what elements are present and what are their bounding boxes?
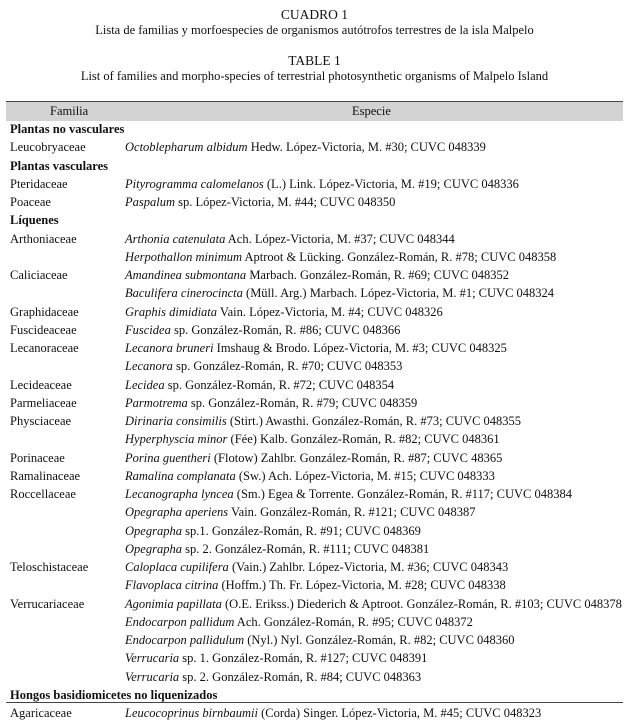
species-name: Herpothallon minimum: [125, 249, 243, 264]
species-name: Flavoplaca citrina: [125, 578, 219, 593]
species-name: Fuscidea: [125, 322, 171, 337]
table-row: [0, 303, 629, 321]
species-cell: [125, 396, 417, 411]
table-row: [0, 412, 629, 430]
table-row: [0, 248, 629, 266]
species-authority: Marbach. González-Román, R. #69; CUVC 048352: [246, 268, 509, 282]
species-name: Porina guentheri: [125, 450, 211, 465]
family-cell: Ramalinaceae: [10, 468, 81, 483]
table-row: [0, 704, 629, 722]
species-name: Endocarpon pallidum: [125, 614, 235, 629]
table-row: [0, 193, 629, 211]
species-cell: [125, 323, 400, 338]
species-cell: [125, 597, 622, 612]
species-authority: (Sm.) Egea & Torrente. González-Román, R. #117; CUVC 048384: [233, 487, 572, 501]
family-cell: Porinaceae: [10, 450, 65, 465]
species-authority: sp. González-Román, R. #70; CUVC 048353: [172, 359, 403, 374]
species-name: Lecanora bruneri: [125, 341, 214, 355]
species-cell: [125, 378, 394, 393]
section-label: Hongos basidiomicetes no liquenizados: [10, 687, 218, 702]
species-cell: [125, 451, 502, 466]
species-cell: [125, 670, 421, 685]
species-name: Endocarpon pallidulum: [125, 633, 245, 647]
table-row: [0, 449, 629, 467]
species-name: Amandinea submontana: [125, 268, 247, 282]
species-cell: [125, 615, 473, 630]
family-cell: Pteridaceae: [10, 176, 68, 191]
species-name: Hyperphyscia minor: [125, 432, 228, 447]
species-name: Caloplaca cupilifera: [125, 560, 229, 574]
species-cell: [125, 232, 455, 247]
species-cell: [125, 578, 506, 593]
species-authority: (O.E. Erikss.) Diederich & Aptroot. González-Román, R. #103; CUVC 048378: [221, 596, 622, 611]
species-name: Lecanora: [125, 359, 173, 374]
table-row: [0, 357, 629, 375]
family-cell: Teloschistaceae: [10, 560, 89, 574]
species-name: Octoblepharum albidum: [125, 140, 248, 155]
species-cell: [125, 140, 486, 155]
section-row: [0, 157, 629, 175]
table-caption-es: Lista de familias y morfoespecies de organismos autótrofos terrestres de la isla Malpelo: [95, 23, 534, 37]
species-cell: [125, 341, 507, 356]
family-cell: Verrucariaceae: [10, 596, 85, 611]
section-row: [0, 211, 629, 229]
species-authority: (Müll. Arg.) Marbach. López-Victoria, M. #1; CUVC 048324: [242, 286, 555, 301]
table-heading-es: CUADRO 1: [280, 7, 349, 22]
species-authority: sp. López-Victoria, M. #44; CUVC 048350: [175, 195, 396, 209]
table-row: [0, 339, 629, 357]
table-bottom-rule: [6, 702, 623, 703]
species-authority: (Hoffm.) Th. Fr. López-Victoria, M. #28; CUVC 048338: [218, 578, 506, 593]
species-name: Baculifera cinerocincta: [125, 286, 243, 301]
species-name: Opegrapha: [125, 523, 182, 538]
table-row: [0, 540, 629, 558]
species-name: Paspalum: [125, 195, 175, 209]
family-cell: Lecideaceae: [10, 377, 72, 392]
table-row: [0, 595, 629, 613]
species-cell: [125, 487, 572, 502]
species-cell: [125, 651, 427, 666]
species-cell: [125, 250, 556, 265]
species-authority: Hedw. López-Victoria, M. #30; CUVC 048339: [247, 140, 486, 155]
family-cell: Poaceae: [10, 195, 51, 209]
species-authority: sp. 2. González-Román, R. #84; CUVC 048363: [179, 669, 422, 684]
species-name: Arthonia catenulata: [125, 231, 226, 246]
species-cell: [125, 706, 541, 721]
species-authority: sp. González-Román, R. #72; CUVC 048354: [164, 377, 395, 392]
table-row: [0, 321, 629, 339]
species-name: Pityrogramma calomelanos: [125, 176, 264, 191]
species-cell: [125, 542, 429, 557]
table-row: [0, 558, 629, 576]
species-name: Verrucaria: [125, 669, 180, 684]
species-authority: Ach. González-Román, R. #95; CUVC 048372: [234, 614, 473, 629]
species-name: Graphis dimidiata: [125, 304, 218, 319]
species-authority: (Vain.) Zahlbr. López-Victoria, M. #36; CUVC 048343: [228, 560, 509, 574]
table-row: [0, 430, 629, 448]
table-header: [6, 101, 623, 121]
section-label: Líquenes: [10, 213, 59, 228]
species-cell: [125, 286, 554, 301]
table-row: [0, 467, 629, 485]
family-cell: Leucobryaceae: [10, 140, 86, 155]
species-cell: [125, 505, 475, 520]
table-row: [0, 631, 629, 649]
species-cell: [125, 432, 500, 447]
table-row: [0, 175, 629, 193]
species-cell: [125, 177, 519, 192]
species-authority: (Nyl.) Nyl. González-Román, R. #82; CUVC 048360: [244, 633, 515, 647]
species-name: Parmotrema: [125, 395, 188, 410]
species-name: Dirinaria consimilis: [125, 414, 227, 428]
table-row: [0, 284, 629, 302]
species-cell: [125, 524, 421, 539]
species-authority: sp. 1. González-Román, R. #127; CUVC 048391: [179, 651, 428, 666]
column-header-familia: Familia: [50, 104, 89, 118]
species-authority: Imshaug & Brodo. López-Victoria, M. #3; CUVC 048325: [213, 341, 507, 355]
species-cell: [125, 560, 508, 575]
family-cell: Roccellaceae: [10, 487, 76, 501]
species-authority: (Corda) Singer. López-Victoria, M. #45; CUVC 048323: [257, 706, 542, 720]
species-authority: (Sw.) Ach. López-Victoria, M. #15; CUVC 048333: [235, 468, 495, 483]
table-row: [0, 668, 629, 686]
family-cell: Graphidaceae: [10, 304, 79, 319]
table-row: [0, 485, 629, 503]
table-row: [0, 649, 629, 667]
species-name: Agonimia papillata: [125, 596, 222, 611]
species-authority: (Stirt.) Awasthi. González-Román, R. #73; CUVC 048355: [226, 414, 522, 428]
species-authority: sp. González-Román, R. #79; CUVC 048359: [187, 395, 418, 410]
table-row: [0, 266, 629, 284]
species-cell: [125, 469, 495, 484]
species-authority: (Fée) Kalb. González-Román, R. #82; CUVC 048361: [227, 432, 500, 447]
table-row: [0, 376, 629, 394]
species-cell: [125, 414, 521, 429]
species-cell: [125, 359, 402, 374]
family-cell: Arthoniaceae: [10, 231, 77, 246]
table-row: [0, 138, 629, 156]
species-authority: (Flotow) Zahlbr. González-Román, R. #87; CUVC 48365: [210, 450, 503, 465]
species-cell: [125, 268, 509, 283]
table-row: [0, 230, 629, 248]
species-name: Verrucaria: [125, 651, 180, 666]
species-name: Opegrapha: [125, 541, 182, 556]
table-row: [0, 394, 629, 412]
species-name: Ramalina complanata: [125, 468, 236, 483]
species-name: Opegrapha aperiens: [125, 505, 229, 520]
species-authority: Aptroot & Lücking. González-Román, R. #78; CUVC 048358: [242, 249, 557, 264]
species-name: Leucocoprinus birnbaumii: [125, 706, 258, 720]
species-cell: [125, 195, 395, 210]
family-cell: Lecanoraceae: [10, 341, 79, 355]
family-cell: Physciaceae: [10, 414, 72, 428]
species-authority: sp. González-Román, R. #86; CUVC 048366: [170, 322, 401, 337]
family-cell: Caliciaceae: [10, 268, 68, 282]
table-row: [0, 522, 629, 540]
species-cell: [125, 633, 515, 648]
table-row: [0, 576, 629, 594]
species-authority: sp.1. González-Román, R. #91; CUVC 048369: [181, 523, 421, 538]
section-label: Plantas vasculares: [10, 158, 109, 173]
species-authority: Ach. López-Victoria, M. #37; CUVC 048344: [225, 231, 455, 246]
species-cell: [125, 305, 443, 320]
species-authority: Vain. López-Victoria, M. #4; CUVC 048326: [217, 304, 443, 319]
section-label: Plantas no vasculares: [10, 122, 125, 136]
table-row: [0, 503, 629, 521]
family-cell: Fuscideaceae: [10, 322, 77, 337]
section-row: [0, 120, 629, 138]
table-heading-en: TABLE 1: [288, 53, 341, 68]
table-body: [0, 120, 629, 722]
family-cell: Agaricaceae: [10, 706, 72, 720]
table-caption-en: List of families and morpho-species of terrestrial photosynthetic organisms of Malpelo Island: [80, 69, 549, 83]
family-cell: Parmeliaceae: [10, 395, 77, 410]
column-header-especie: Especie: [352, 104, 391, 118]
species-name: Lecanographa lyncea: [125, 487, 234, 501]
species-authority: sp. 2. González-Román, R. #111; CUVC 048381: [181, 541, 430, 556]
species-name: Lecidea: [125, 377, 165, 392]
species-authority: Vain. González-Román, R. #121; CUVC 048387: [228, 505, 476, 520]
species-authority: (L.) Link. López-Victoria, M. #19; CUVC 048336: [263, 176, 519, 191]
table-row: [0, 613, 629, 631]
